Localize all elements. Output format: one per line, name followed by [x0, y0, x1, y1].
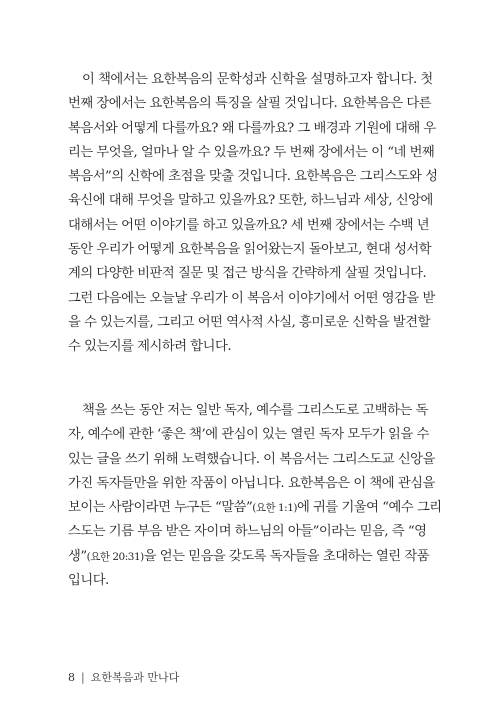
paragraph-line: 을 수 있는지를, 그리고 어떤 역사적 사실, 흥미로운 신학을 발견할	[68, 314, 430, 330]
paragraph-line: 동안 우리가 어떻게 요한복음을 읽어왔는지 돌아보고, 현대 성서학	[68, 242, 432, 258]
paragraph-line: 육신에 대해 무엇을 말하고 있을까요? 또한, 하느님과 세상, 신앙에	[68, 193, 433, 209]
page-footer	[68, 669, 179, 685]
paragraph-line: 복음서”의 신학에 초점을 맞출 것입니다. 요한복음은 그리스도와 성	[68, 169, 438, 185]
paragraph-line: 수 있는지를 제시하려 합니다.	[68, 339, 232, 355]
paragraph-line	[68, 545, 430, 569]
page-number: 8	[68, 671, 75, 684]
paragraph-line: 대해서는 어떤 이야기를 하고 있을까요? 세 번째 장에서는 수백 년	[68, 217, 430, 233]
paragraph-line: 스도는 기름 부음 받은 자이며 하느님의 아들”이라는 믿음, 즉 “영	[68, 524, 427, 540]
paragraph-line: 책을 쓰는 동안 저는 일반 독자, 예수를 그리스도로 고백하는 독	[82, 403, 428, 418]
paragraph-line	[68, 496, 442, 520]
paragraph-line: 번째 장에서는 요한복음의 특징을 살필 것입니다. 요한복음은 다른	[68, 96, 432, 112]
paragraph-line: 리는 무엇을, 얼마나 알 수 있을까요? 두 번째 장에서는 이 “네 번째	[68, 144, 435, 160]
paragraph-line: 이 책에서는 요한복음의 문학성과 신학을 설명하고자 합니다. 첫	[82, 72, 433, 87]
paragraph-line: 복음서와 어떻게 다를까요? 왜 다를까요? 그 배경과 기원에 대해 우	[68, 120, 436, 136]
paragraph-line: 자, 예수에 관한 ‘좋은 책’에 관심이 있는 열린 독자 모두가 읽을 수	[68, 427, 429, 443]
scripture-reference: (요한 1:1)	[252, 502, 297, 515]
line-text: 보이는 사람이라면 누구든 “말씀”	[68, 500, 253, 516]
running-title: 요한복음과 만나다	[90, 671, 180, 684]
line-text: 생”	[68, 548, 87, 564]
paragraph-line: 그런 다음에는 오늘날 우리가 이 복음서 이야기에서 어떤 영감을 받	[68, 290, 435, 306]
line-text: 을 얻는 믿음을 갖도록 독자들을 초대하는 열린 작품	[143, 548, 430, 564]
line-text: 에 귀를 기울여 “예수 그리	[296, 500, 442, 516]
paragraph-2	[68, 399, 442, 593]
paragraph-line: 입니다.	[68, 573, 109, 589]
footer-separator: |	[81, 671, 85, 684]
paragraph-line: 가진 독자들만을 위한 작품이 아닙니다. 요한복음은 이 책에 관심을	[68, 475, 435, 491]
paragraph-line: 계의 다양한 비판적 질문 및 접근 방식을 간략하게 살필 것입니다.	[68, 266, 427, 282]
paragraph-line: 있는 글을 쓰기 위해 노력했습니다. 이 복음서는 그리스도교 신앙을	[68, 451, 435, 467]
paragraph-1	[68, 68, 438, 360]
scripture-reference: (요한 20:31)	[86, 550, 144, 563]
